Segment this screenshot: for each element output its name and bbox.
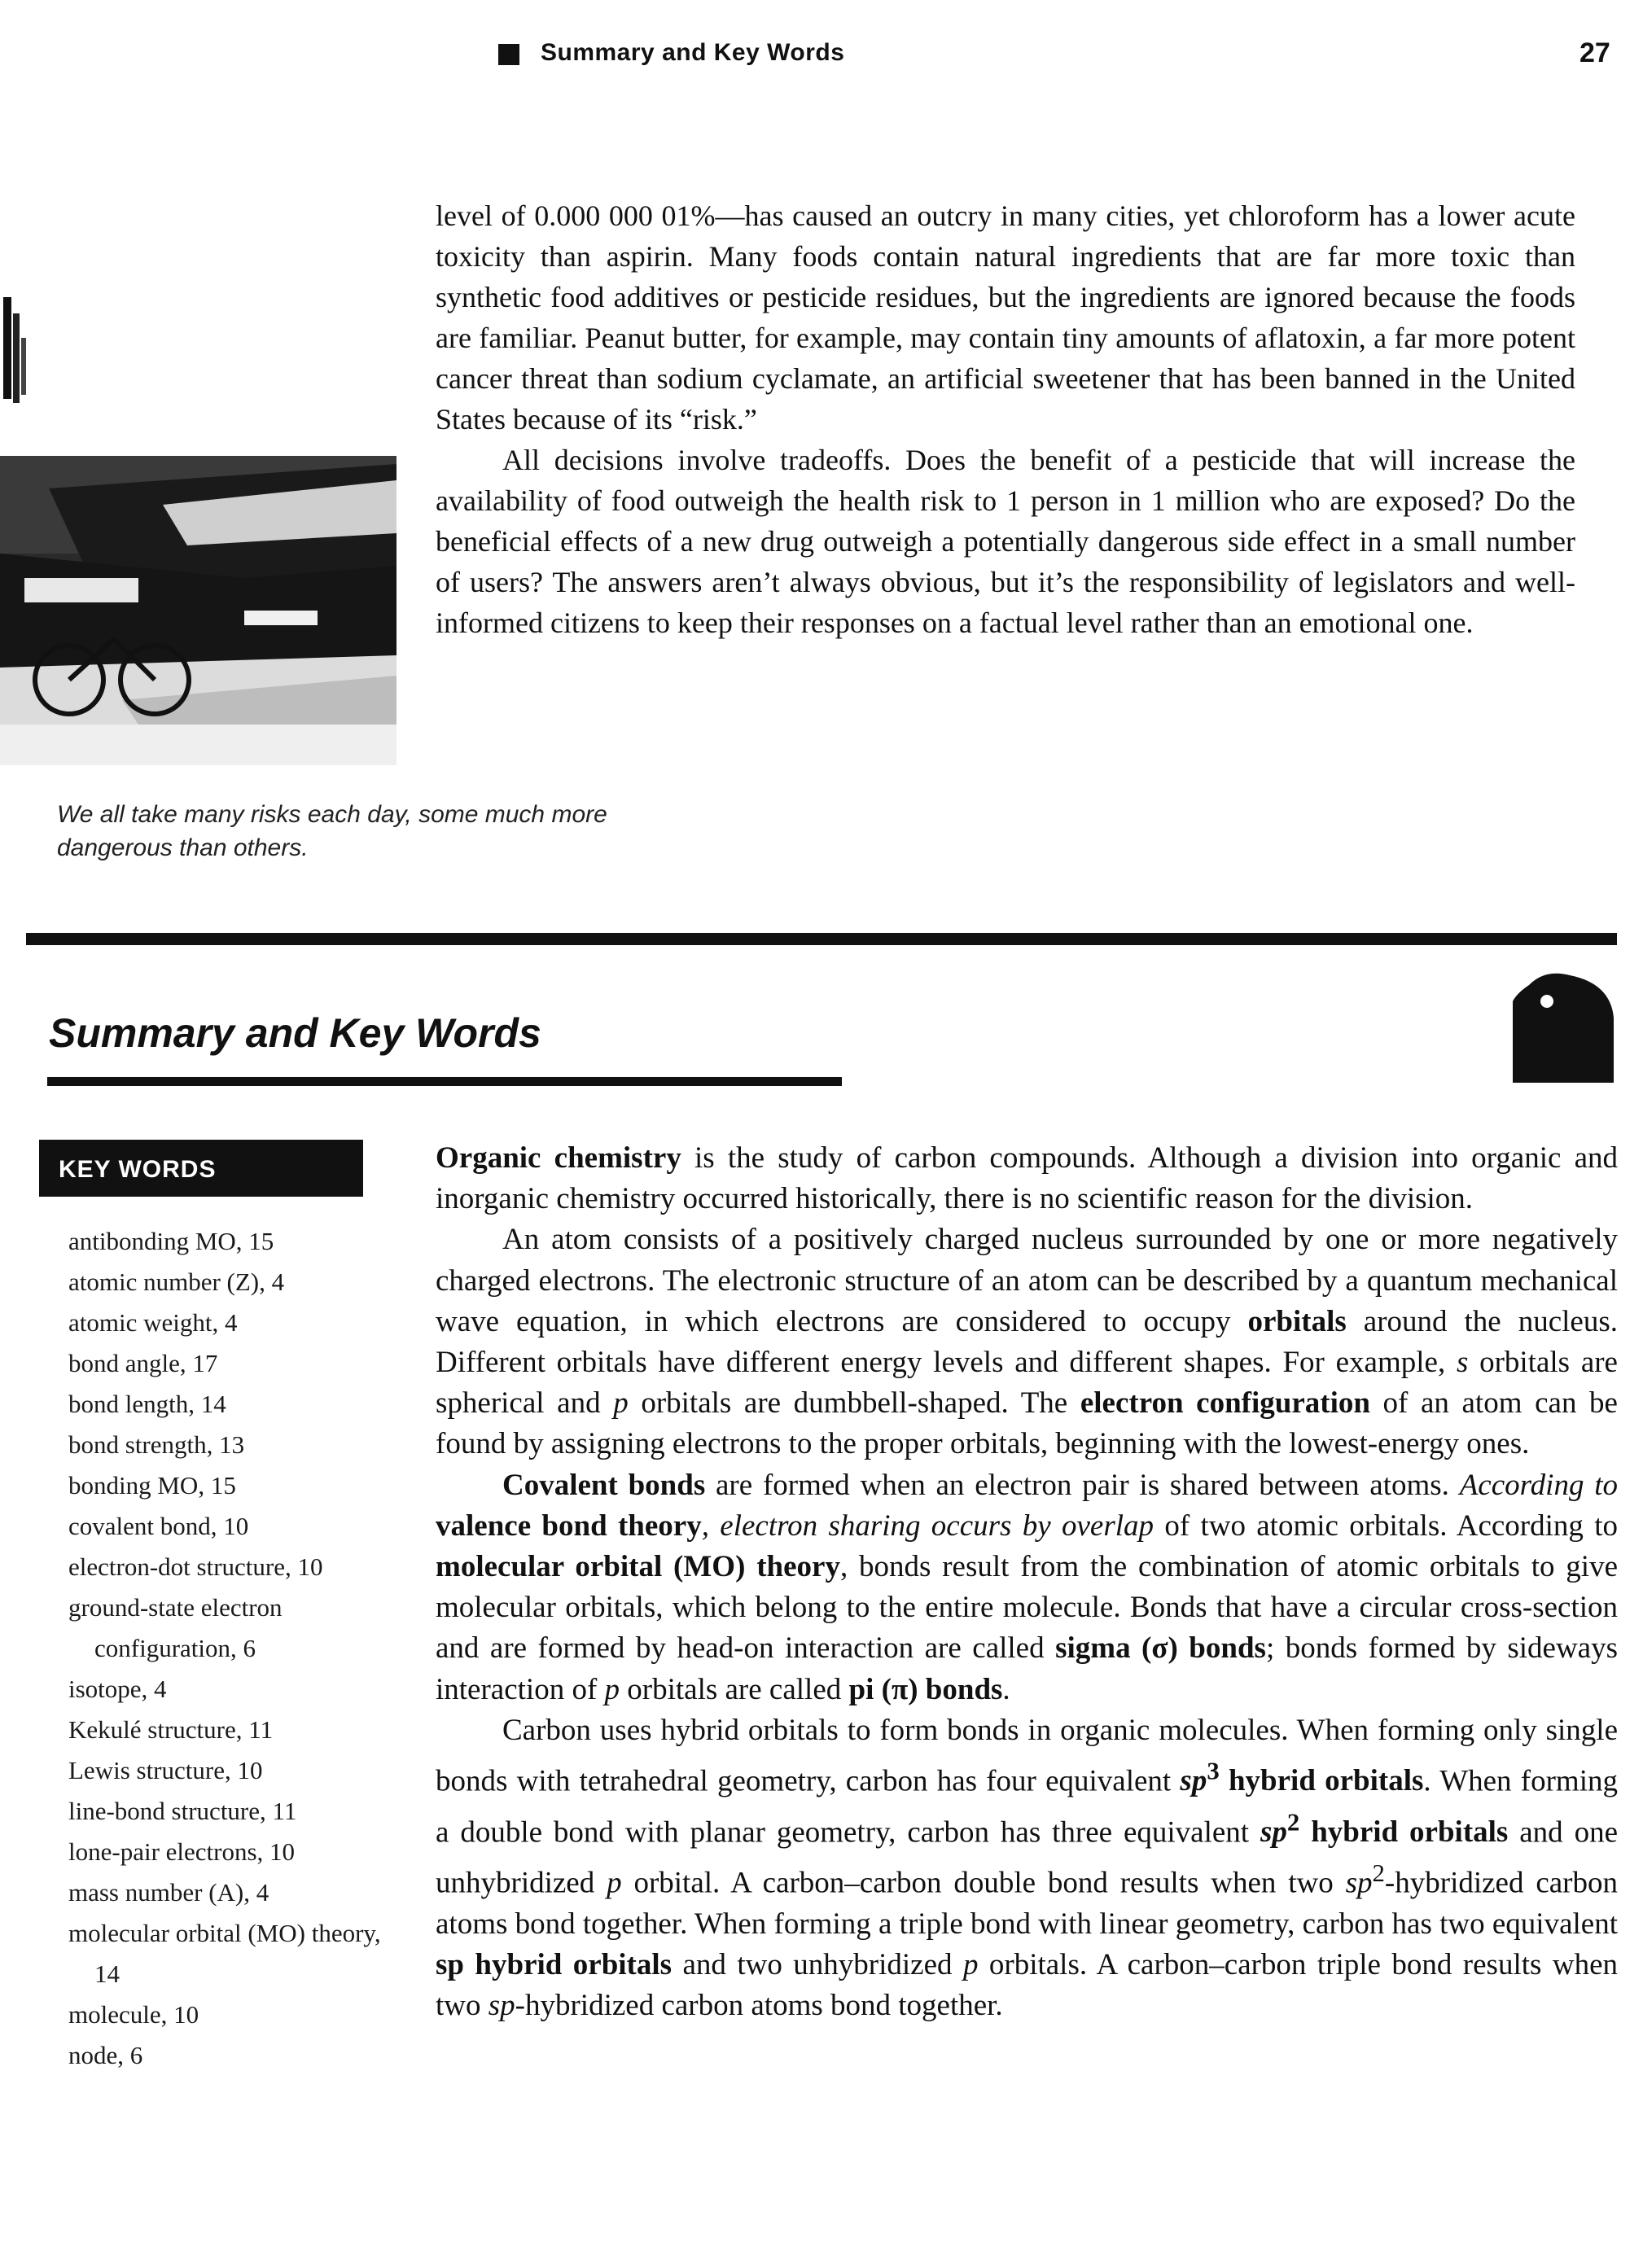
key-term: Covalent bonds: [502, 1468, 706, 1502]
key-term: electron configuration: [1080, 1386, 1370, 1421]
intro-paragraph-1: level of 0.000 000 01%—has caused an outcry in many cities, yet chloroform has a lower acute toxicity than aspirin. Many foods contain natural ingredients that are far more toxic than synthetic food additives or pesticide residues, but the ingredients are ignored because the foods are familiar. Peanut butter, for example, may contain tiny amounts of aflatoxin, a far more potent cancer threat than sodium cyclamate, an artificial sweetener that has been banned in the United States because of its “risk.”: [436, 199, 1575, 436]
key-word-item: antibonding MO, 15: [68, 1227, 274, 1255]
key-word-item: bond strength, 13: [68, 1430, 245, 1459]
page-number: 27: [1579, 37, 1610, 68]
section-title: Summary and Key Words: [49, 1010, 541, 1056]
key-word-item: node, 6: [68, 2041, 143, 2069]
chapter-marker-icon: [1513, 969, 1614, 1083]
key-word-item: electron-dot structure, 10: [68, 1552, 323, 1581]
photo-caption: We all take many risks each day, some much more dangerous than others.: [57, 801, 607, 861]
key-word-item: covalent bond, 10: [68, 1512, 249, 1540]
key-word-item: atomic weight, 4: [68, 1308, 238, 1337]
summary-paragraph-3: Covalent bonds are formed when an electron pair is shared between atoms. According to valence bond theory, electron sharing occurs by overlap of two atomic orbitals. According to molecular orbital (MO) theory, bonds result from the combination of atomic orbitals to give molecular orbitals, which belong to the entire molecule. Bonds that have a circular cross-section and are formed by head-on interaction are called sigma (σ) bonds; bonds formed by sideways interaction of p orbitals are called pi (π) bonds.: [436, 1468, 1619, 1706]
intro-paragraph-2: All decisions involve tradeoffs. Does the benefit of a pesticide that will increase the availability of food outweigh the health risk to 1 person in 1 million who are exposed? Do the beneficial effects of a new drug outweigh a potentially dangerous side effect in a small number of users? The answers aren’t always obvious, but it’s the responsibility of legislators and well-informed citizens to keep their responses on a factual level rather than an emotional one.: [436, 444, 1575, 639]
key-term: pi (π) bonds: [848, 1672, 1003, 1706]
key-word-item: molecular orbital (MO) theory, 14: [68, 1919, 381, 1988]
key-term: sigma (σ) bonds: [1055, 1631, 1266, 1666]
section-divider-rule: [26, 933, 1617, 945]
summary-paragraph-4: Carbon uses hybrid orbitals to form bonds in organic molecules. When forming only single bonds with tetrahedral geometry, carbon has four equivalent $sp^3$ hybrid orbitals. When forming a double bond with planar geometry, carbon has three equivalent $sp^2$ hybrid orbitals and one unhybridized p orbital. A carbon–carbon double bond results when two $sp^2$-hybridized carbon atoms bond together. When forming a triple bond with linear geometry, carbon has two equivalent sp hybrid orbitals and two unhybridized p orbitals. A carbon–carbon triple bond results when two sp-hybridized carbon atoms bond together.: [436, 1713, 1618, 2023]
key-word-item: line-bond structure, 11: [68, 1797, 297, 1825]
running-title: Summary and Key Words: [541, 39, 845, 66]
running-header: [0, 36, 1643, 85]
key-term: $sp^2$ hybrid orbitals: [1260, 1808, 1509, 1849]
key-term: valence bond theory: [436, 1508, 702, 1543]
key-word-item: Kekulé structure, 11: [68, 1715, 274, 1744]
key-term: molecular orbital (MO) theory: [436, 1550, 840, 1584]
key-word-item: bond angle, 17: [68, 1349, 218, 1377]
header-square-bullet: [498, 44, 519, 65]
street-scene-photo: [0, 456, 397, 765]
key-word-item: lone-pair electrons, 10: [68, 1837, 296, 1866]
key-word-item: molecule, 10: [68, 2000, 199, 2029]
summary-paragraph-1: Organic chemistry is the study of carbon compounds. Although a division into organic and inorganic chemistry occurred historically, there is no scientific reason for the division.: [436, 1141, 1618, 1216]
intro-text: [436, 195, 1575, 643]
key-term: $sp^3$ hybrid orbitals: [1180, 1758, 1424, 1798]
summary-text: [436, 1138, 1618, 2026]
key-word-item: atomic number (Z), 4: [68, 1268, 285, 1296]
summary-paragraph-2: An atom consists of a positively charged nucleus surrounded by one or more negatively charged electrons. The electronic structure of an atom can be described by a quantum mechanical wave equation, in which electrons are considered to occupy orbitals around the nucleus. Different orbitals have different energy levels and different shapes. For example, s orbitals are spherical and p orbitals are dumbbell-shaped. The electron configuration of an atom can be found by assigning electrons to the proper orbitals, beginning with the lowest-energy ones.: [436, 1223, 1618, 1461]
key-word-item: mass number (A), 4: [68, 1878, 269, 1907]
key-word-item: Lewis structure, 10: [68, 1756, 263, 1784]
key-term: sp hybrid orbitals: [436, 1947, 673, 1981]
key-words-list: [68, 1221, 410, 2076]
photo-edge-fragment: [0, 281, 31, 403]
key-word-item: bond length, 14: [68, 1390, 226, 1418]
key-word-item: ground-state electron configuration, 6: [68, 1593, 283, 1662]
key-term: orbitals: [1247, 1304, 1347, 1338]
key-words-label: KEY WORDS: [59, 1156, 217, 1183]
key-word-item: isotope, 4: [68, 1675, 167, 1703]
key-term: Organic chemistry: [436, 1141, 681, 1175]
key-word-item: bonding MO, 15: [68, 1471, 236, 1500]
section-title-underline: [47, 1077, 842, 1086]
